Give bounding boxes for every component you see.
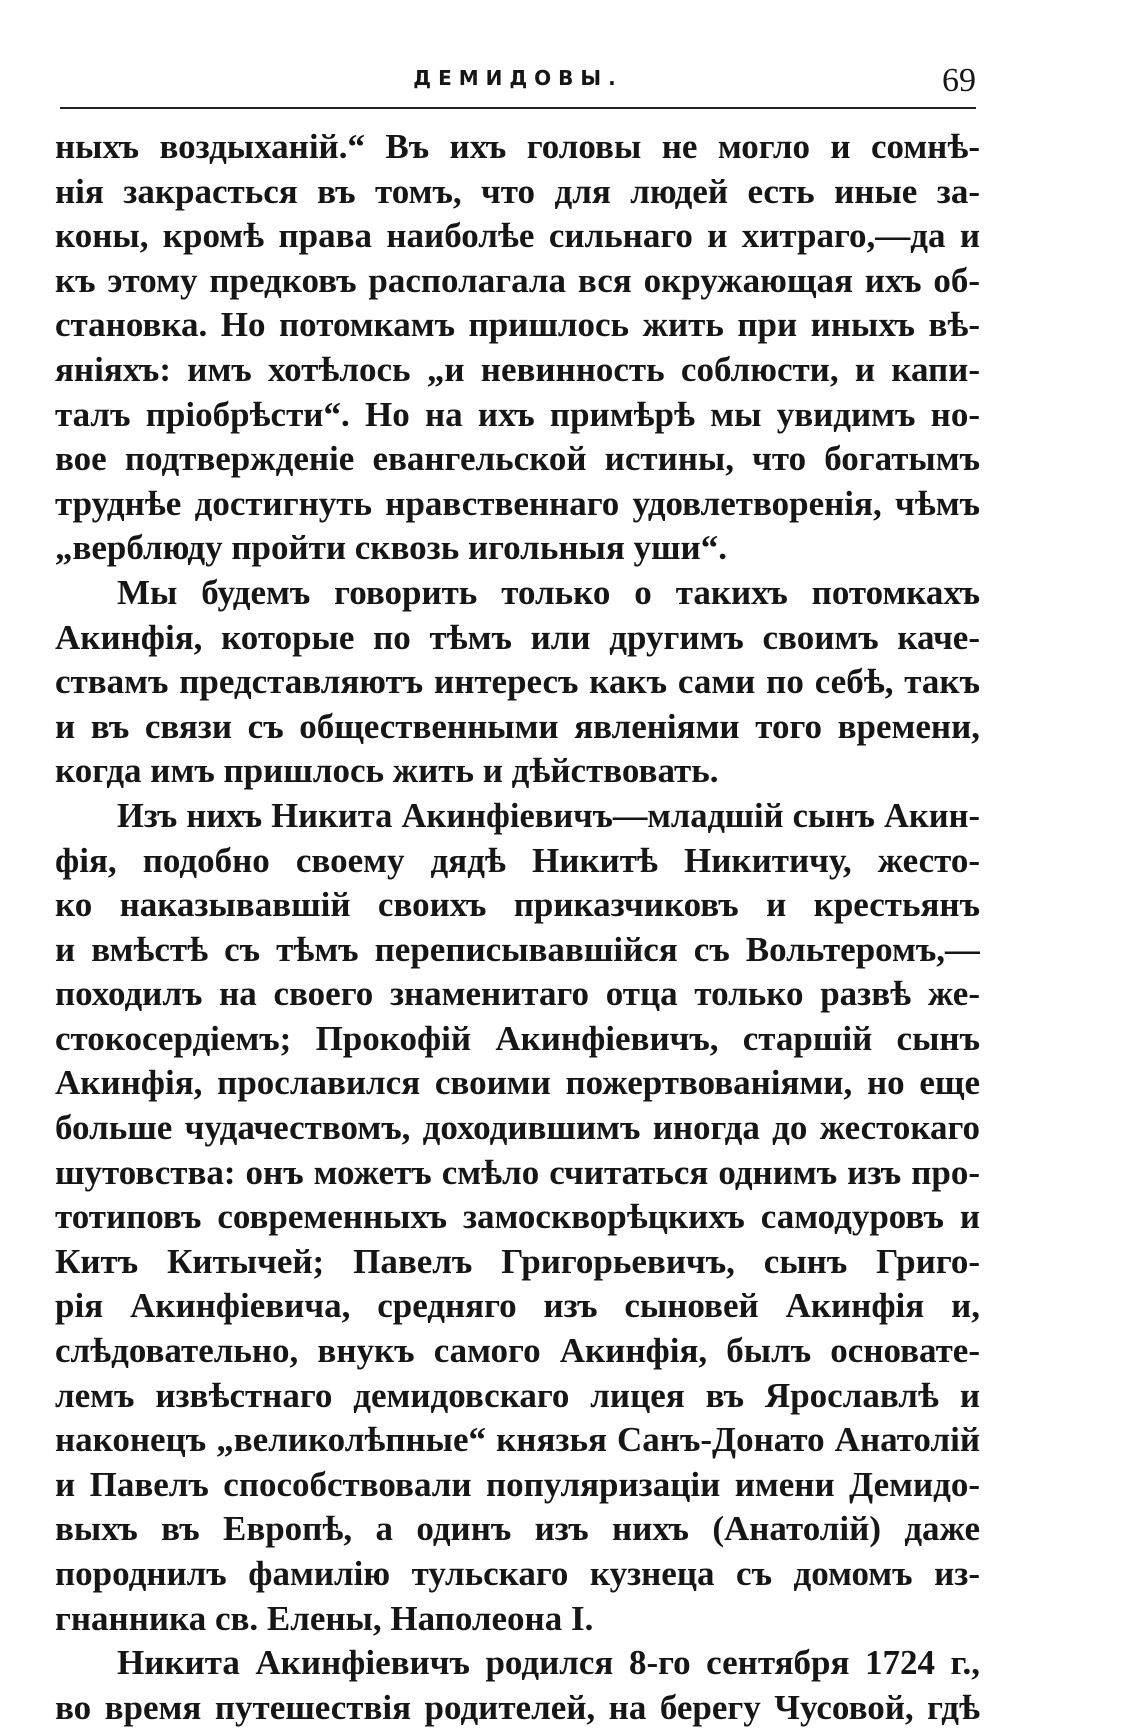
paragraph-first-line: Изъ нихъ Никита Акинфіевичъ—младшій сынъ Акин- — [117, 796, 980, 835]
text-line: труднѣе достигнуть нравственнаго удовлетворенія, чѣмъ — [55, 483, 980, 523]
paragraph-first-line: Никита Акинфіевичъ родился 8-го сентября 1724 г., — [117, 1643, 980, 1683]
text-line: коны, кромѣ права наиболѣе сильнаго и хитраго,—да и — [55, 216, 980, 256]
text-line: породнилъ фамилію тульскаго кузнеца съ домомъ из- — [55, 1554, 980, 1593]
text-line: стокосердіемъ; Прокофій Акинфіевичъ, старшій сынъ — [55, 1018, 980, 1058]
text-line: походилъ на своего знаменитаго отца только развѣ же- — [55, 974, 980, 1014]
text-line: шутовства: онъ можетъ смѣло считаться однимъ изъ про- — [55, 1152, 980, 1192]
body-text — [55, 125, 980, 1730]
text-line: выхъ въ Европѣ, а одинъ изъ нихъ (Анатолій) даже — [55, 1509, 980, 1549]
paragraph-last-line: „верблюду пройти сквозь игольныя уши“. — [55, 528, 727, 568]
text-line: Акинфія, которые по тѣмъ или другимъ своимъ каче- — [55, 617, 980, 657]
text-line: и Павелъ способствовали популяризаціи имени Демидо- — [55, 1464, 980, 1504]
text-line: фія, подобно своему дядѣ Никитѣ Никитичу, жесто- — [55, 840, 980, 880]
text-line: и вмѣстѣ съ тѣмъ переписывавшійся съ Вольтеромъ,— — [55, 929, 980, 969]
text-line: во время путешествія родителей, на берегу Чусовой, гдѣ — [55, 1687, 980, 1727]
text-line: тотиповъ современныхъ замоскворѣцкихъ самодуровъ и — [55, 1197, 980, 1237]
text-line: Акинфія, прославился своими пожертвованіями, но еще — [55, 1063, 980, 1103]
text-line: Китъ Китычей; Павелъ Григорьевичъ, сынъ Григо- — [55, 1241, 980, 1281]
text-line: и въ связи съ общественными явленіями того времени, — [55, 706, 980, 746]
text-line: нія закрасться въ томъ, что для людей есть иные за- — [55, 171, 980, 211]
text-line: яніяхъ: имъ хотѣлось „и невинность соблюсти, и капи- — [55, 349, 980, 389]
text-line: талъ пріобрѣсти“. Но на ихъ примѣрѣ мы увидимъ но- — [55, 394, 980, 434]
paragraph-first-line: Мы будемъ говорить только о такихъ потомкахъ — [117, 572, 980, 612]
text-line: становка. Но потомкамъ пришлось жить при иныхъ вѣ- — [55, 305, 980, 345]
running-head-title: ДЕМИДОВЫ. — [413, 66, 623, 90]
text-line: слѣдовательно, внукъ самого Акинфія, былъ основате- — [55, 1331, 980, 1371]
running-head — [60, 62, 976, 106]
text-line: ствамъ представляютъ интересъ какъ сами по себѣ, такъ — [55, 662, 980, 702]
text-line: къ этому предковъ располагала вся окружающая ихъ об- — [55, 260, 980, 300]
paragraph-last-line: гнанника св. Елены, Наполеона I. — [55, 1598, 594, 1638]
text-line: больше чудачествомъ, доходившимъ иногда до жестокаго — [55, 1108, 980, 1148]
paragraph-last-line: когда имъ пришлось жить и дѣйствовать. — [55, 751, 719, 791]
text-line: ныхъ воздыханій.“ Въ ихъ головы не могло и сомнѣ- — [55, 127, 980, 166]
page-number: 69 — [942, 62, 976, 99]
header-rule — [60, 107, 976, 109]
text-line: вое подтвержденіе евангельской истины, что богатымъ — [55, 439, 980, 479]
text-line: лемъ извѣстнаго демидовскаго лицея въ Ярославлѣ и — [55, 1375, 980, 1415]
text-line: рія Акинфіевича, средняго изъ сыновей Акинфія и, — [55, 1286, 980, 1326]
text-line: наконецъ „великолѣпные“ князья Санъ-Донато Анатолій — [55, 1420, 980, 1460]
text-line: ко наказывавшій своихъ приказчиковъ и крестьянъ — [55, 885, 980, 925]
